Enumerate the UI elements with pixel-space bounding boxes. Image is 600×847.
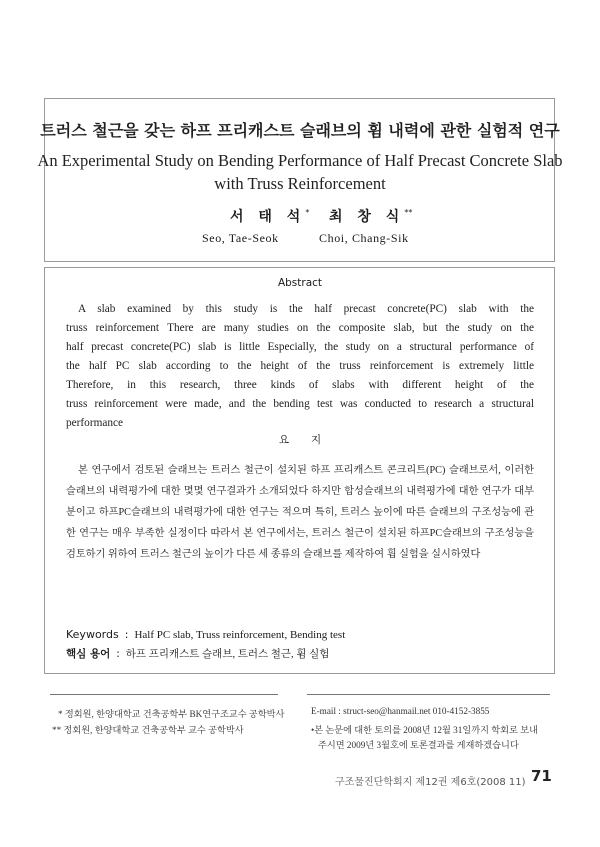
summary-line: 본 연구에서 검토된 슬래브는 트러스 철근이 설치된 하프 프리캐스트 콘크리트(PC) 슬래브로서, 이러한 (78, 465, 534, 475)
paper-title-english-line-1: An Experimental Study on Bending Performance of Half Precast Concrete Slab (37, 151, 563, 170)
keywords-label: Keywords (66, 628, 119, 641)
abstract-line: the half PC slab according to the height of the truss reinforcement is extremely little (66, 360, 534, 372)
abstract-line: truss reinforcement There are many studies on the composite slab, but the study on the (66, 322, 534, 334)
keywords-korean-value: 하프 프리캐스트 슬래브, 트러스 철근, 휨 실험 (125, 649, 330, 660)
author-1-affiliation-footnote: * 정회원, 한양대학교 건축공학부 BK연구조교수 공학박사 (58, 709, 285, 719)
keywords-korean (66, 646, 329, 661)
abstract-line: A slab examined by this study is the half precast concrete(PC) slab with the (78, 303, 534, 315)
contact-footnote: E-mail : struct-seo@hanmail.net 010-4152-3855 (311, 706, 490, 716)
summary-line: 분이고 하프PC슬래브의 내력평가에 대한 연구는 적으며 특히, 트러스 높이에 따른 슬래브의 구조성능에 관 (66, 507, 534, 517)
author-1-korean-name (230, 206, 309, 226)
paper-title-english-line-2: with Truss Reinforcement (214, 174, 386, 193)
summary-line: 한 연구는 매우 부족한 실정이다 따라서 본 연구에서는, 트러스 철근이 설치된 하프PC슬래브의 구조성능을 (66, 528, 534, 538)
paper-title-korean: 트러스 철근을 갖는 하프 프리캐스트 슬래브의 휨 내력에 관한 실험적 연구 (40, 121, 560, 140)
keywords-korean-label: 핵심 용어 (66, 648, 111, 660)
author-2-name: 최 창 식 (329, 209, 405, 225)
abstract-line: performance (66, 417, 124, 429)
abstract-line: half precast concrete(PC) slab is little Especially, the study on a structural performance of (66, 341, 534, 353)
journal-info: 구조물진단학회지 제12권 제6호(2008 11) (335, 777, 526, 788)
summary-heading: 요지 (278, 434, 344, 446)
author-2-korean-name (329, 206, 412, 226)
author-1-english-name: Seo, Tae-Seok (202, 231, 279, 245)
author-1-name: 서 태 석 (230, 209, 306, 225)
keywords-korean-separator: : (116, 648, 120, 660)
discussion-notice-line-1: •본 논문에 대한 토의를 2008년 12월 31일까지 학회로 보내 (311, 725, 538, 735)
keywords-english (66, 628, 345, 641)
page-number: 71 (531, 767, 552, 785)
keywords-value: Half PC slab, Truss reinforcement, Bending test (134, 629, 346, 641)
footnote-divider (50, 694, 278, 695)
abstract-line: truss reinforcement were made, and the bending test was conducted to research a structural (66, 398, 534, 410)
author-2-affiliation-footnote: ** 정회원, 한양대학교 건축공학부 교수 공학박사 (52, 725, 244, 735)
abstract-line: Therefore, in this research, three kinds of slabs with different height of the (66, 379, 534, 391)
summary-line: 슬래브의 내력평가에 대한 몇몇 연구결과가 소개되었다 하지만 합성슬래브의 내력평가에 대한 연구가 대부 (66, 486, 534, 496)
keywords-separator: : (124, 628, 129, 641)
author-1-footnote-mark: * (305, 208, 310, 217)
summary-line: 검토하기 위하여 트러스 철근의 높이가 다른 세 종류의 슬래브를 제작하여 휨 실험을 실시하였다 (66, 549, 481, 560)
discussion-notice-line-2: 주시면 2009년 3월호에 토론결과를 게재하겠습니다 (318, 740, 519, 750)
abstract-heading: Abstract (277, 277, 323, 289)
footnote-divider (307, 694, 550, 695)
author-2-footnote-mark: ** (404, 208, 413, 217)
author-2-english-name: Choi, Chang-Sik (319, 231, 409, 245)
